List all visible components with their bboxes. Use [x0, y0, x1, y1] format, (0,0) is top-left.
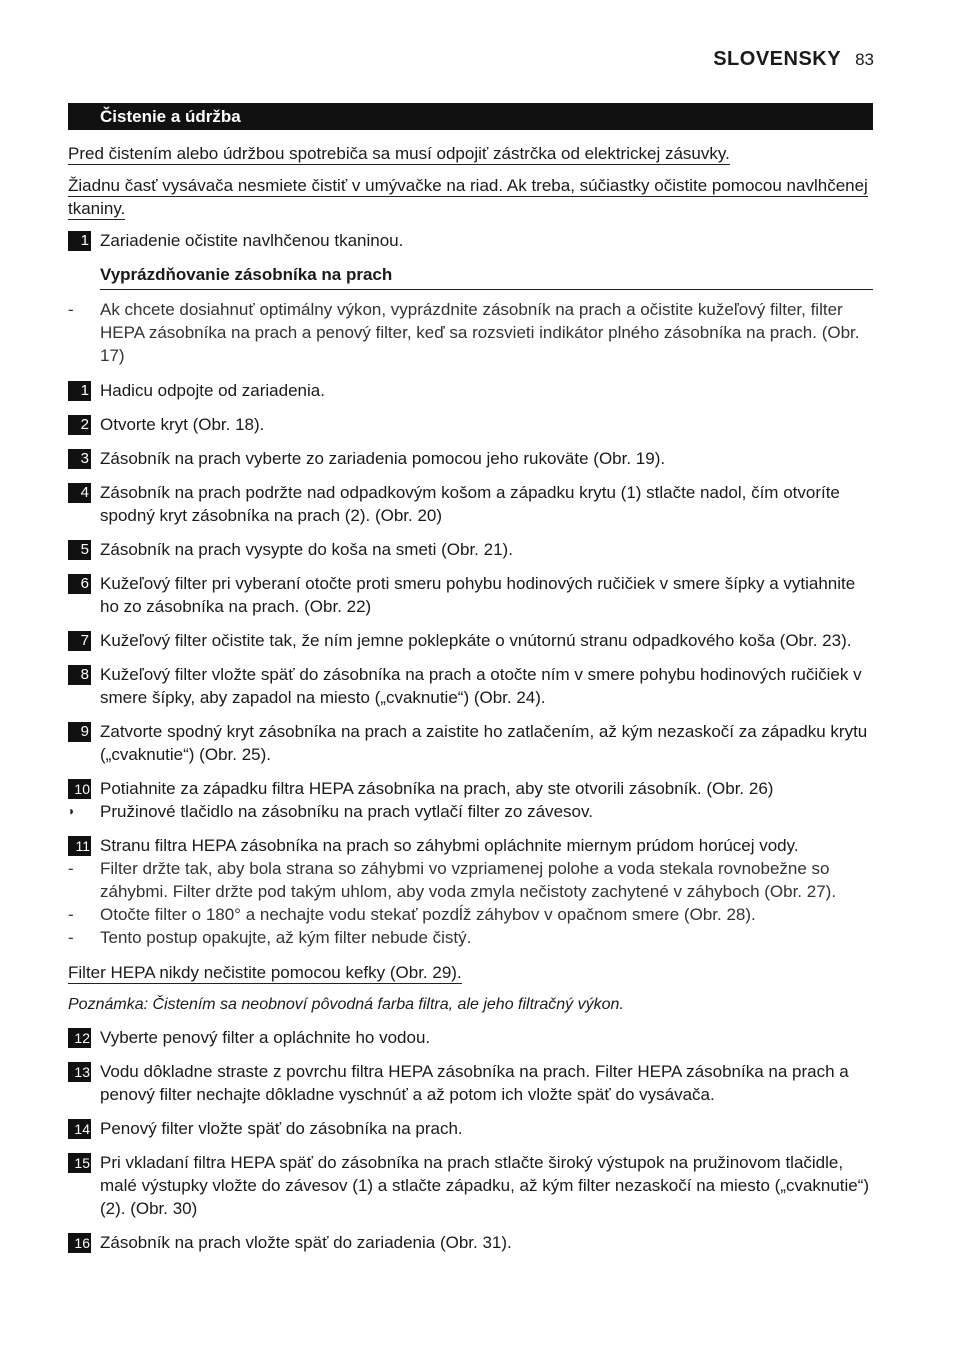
page-content	[68, 103, 873, 1265]
step-text: Kužeľový filter očistite tak, že ním jemne poklepkáte o vnútornú stranu odpadkového koša (Obr. 23).	[100, 631, 852, 650]
step-1	[68, 379, 873, 402]
step-1-clean	[68, 229, 873, 252]
step-5	[68, 538, 873, 561]
step-text: Hadicu odpojte od zariadenia.	[100, 381, 325, 400]
dash-marker: -	[68, 300, 74, 319]
warning-no-brush: Filter HEPA nikdy nečistite pomocou kefky (Obr. 29).	[68, 963, 462, 982]
step-text: Zásobník na prach podržte nad odpadkovým košom a západku krytu (1) stlačte nadol, čím otvoríte spodný kryt zásobníka na prach (2). (Obr. 20)	[100, 483, 840, 525]
step-10-result	[68, 800, 873, 823]
step-number: 16	[68, 1233, 91, 1253]
step-text: Zásobník na prach vložte späť do zariadenia (Obr. 31).	[100, 1233, 512, 1252]
step-number: 5	[68, 540, 91, 560]
step-number: 11	[68, 836, 91, 856]
step-number: 7	[68, 631, 91, 651]
step-4	[68, 481, 873, 527]
step-number: 1	[68, 381, 91, 401]
step-number: 14	[68, 1119, 91, 1139]
dash-marker: -	[68, 905, 74, 924]
step-number: 1	[68, 231, 91, 251]
step-number: 4	[68, 483, 91, 503]
note: Poznámka: Čistením sa neobnoví pôvodná farba filtra, ale jeho filtračný výkon.	[68, 996, 624, 1013]
step-number: 2	[68, 415, 91, 435]
step-text: Kužeľový filter vložte späť do zásobníka na prach a otočte ním v smere pohybu hodinových ručičiek v smere šípky, aby zapadol na miesto („cvaknutie“) (Obr. 24).	[100, 665, 862, 707]
step-text: Pri vkladaní filtra HEPA späť do zásobníka na prach stlačte široký výstupok na pružinovom tlačidle, malé výstupky vložte do závesov (1) a stlačte západku, až kým filter nezaskočí na miesto („cvaknutie“) (2). (Obr. 30)	[100, 1153, 870, 1218]
bullet-text: Ak chcete dosiahnuť optimálny výkon, vyprázdnite zásobník na prach a očistite kužeľový filter, filter HEPA zásobníka na prach a penový filter, keď sa rozsvieti indikátor plného zásobníka na prach. (Obr. 17)	[100, 300, 860, 365]
step-number: 10	[68, 779, 91, 799]
step-text: Potiahnite za západku filtra HEPA zásobníka na prach, aby ste otvorili zásobník. (Obr. 26)	[100, 779, 774, 798]
step-number: 6	[68, 574, 91, 594]
step-text: Kužeľový filter pri vyberaní otočte proti smeru pohybu hodinových ručičiek v smere šípky a vytiahnite ho zo zásobníka na prach. (Obr. 22)	[100, 574, 856, 616]
step-text: Zásobník na prach vyberte zo zariadenia pomocou jeho rukoväte (Obr. 19).	[100, 449, 666, 468]
step-number: 3	[68, 449, 91, 469]
step-14	[68, 1117, 873, 1140]
step-11-bullet-3	[68, 926, 873, 949]
step-10	[68, 777, 873, 800]
step-6	[68, 572, 873, 618]
step-number: 12	[68, 1028, 91, 1048]
intro-bullet	[68, 298, 873, 367]
subheading-empty-dust-container: Vyprázdňovanie zásobníka na prach	[100, 263, 873, 290]
page-header	[713, 48, 874, 71]
dash-marker: -	[68, 928, 74, 947]
section-title: Čistenie a údržba	[68, 103, 873, 130]
step-text: Vodu dôkladne straste z povrchu filtra HEPA zásobníka na prach. Filter HEPA zásobníka na prach a penový filter nechajte dôkladne vyschnúť a až potom ich vložte späť do vysávača.	[100, 1062, 849, 1104]
step-text: Vyberte penový filter a opláchnite ho vodou.	[100, 1028, 431, 1047]
step-13	[68, 1060, 873, 1106]
bullet-text: Filter držte tak, aby bola strana so záhybmi vo vzpriamenej polohe a voda stekala rovnobežne so záhybmi. Filter držte pod takým uhlom, aby voda zmyla nečistoty zachytené v záhyboch (Obr. 27).	[100, 859, 837, 901]
step-text: Zásobník na prach vysypte do koša na smeti (Obr. 21).	[100, 540, 513, 559]
step-text: Otvorte kryt (Obr. 18).	[100, 415, 265, 434]
bullet-text: Otočte filter o 180° a nechajte vodu stekať pozdĺž záhybov v opačnom smere (Obr. 28).	[100, 905, 756, 924]
step-text: Penový filter vložte späť do zásobníka na prach.	[100, 1119, 463, 1138]
step-15	[68, 1151, 873, 1220]
result-text: Pružinové tlačidlo na zásobníku na prach vytlačí filter zo závesov.	[100, 802, 593, 821]
step-11-bullet-1	[68, 857, 873, 903]
bullet-text: Tento postup opakujte, až kým filter nebude čistý.	[100, 928, 472, 947]
step-16	[68, 1231, 873, 1254]
warning-unplug: Pred čistením alebo údržbou spotrebiča sa musí odpojiť zástrčka od elektrickej zásuvky.	[68, 144, 730, 163]
step-3	[68, 447, 873, 470]
result-arrow-icon: ◗	[68, 804, 76, 818]
step-number: 13	[68, 1062, 91, 1082]
step-number: 8	[68, 665, 91, 685]
language-label: SLOVENSKY	[713, 48, 842, 70]
step-9	[68, 720, 873, 766]
step-number: 9	[68, 722, 91, 742]
step-11-bullet-2	[68, 903, 873, 926]
dash-marker: -	[68, 859, 74, 878]
warning-dishwasher: Žiadnu časť vysávača nesmiete čistiť v umývačke na riad. Ak treba, súčiastky očistite pomocou navlhčenej tkaniny.	[68, 176, 868, 218]
page-number: 83	[855, 50, 874, 69]
step-text: Zariadenie očistite navlhčenou tkaninou.	[100, 231, 404, 250]
step-11	[68, 834, 873, 857]
step-number: 15	[68, 1153, 91, 1173]
step-text: Zatvorte spodný kryt zásobníka na prach a zaistite ho zatlačením, až kým nezaskočí za západku krytu („cvaknutie“) (Obr. 25).	[100, 722, 868, 764]
step-7	[68, 629, 873, 652]
step-8	[68, 663, 873, 709]
step-2	[68, 413, 873, 436]
step-12	[68, 1026, 873, 1049]
step-text: Stranu filtra HEPA zásobníka na prach so záhybmi opláchnite miernym prúdom horúcej vody.	[100, 836, 799, 855]
